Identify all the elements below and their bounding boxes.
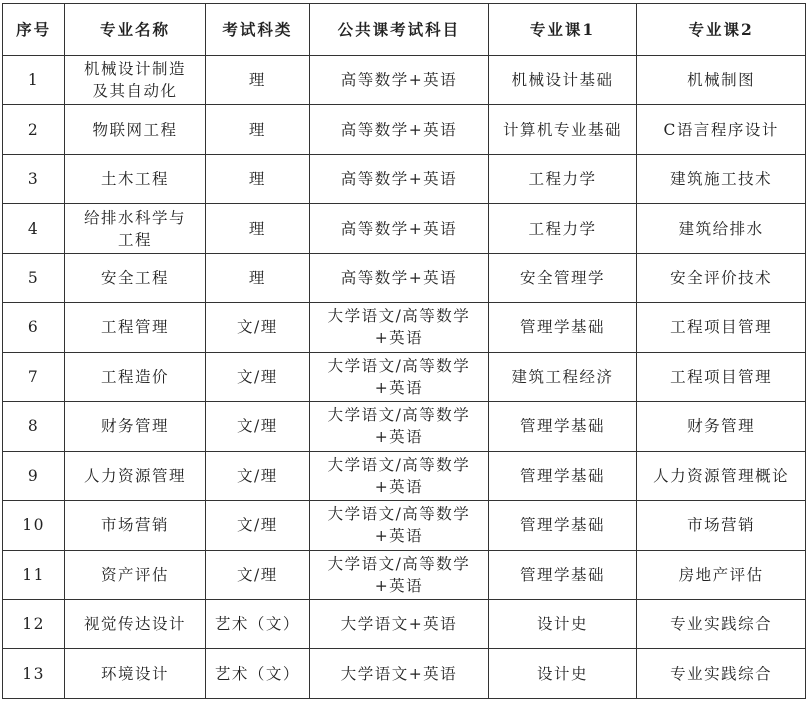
cell-major-course-1: 安全管理学 (488, 253, 637, 302)
cell-line: 土木工程 (100, 170, 169, 189)
cell-major-name (65, 56, 206, 105)
cell-lines (67, 267, 203, 289)
cell-major-name (65, 451, 206, 500)
table-row (3, 253, 806, 302)
cell-major-course-1: 设计史 (488, 649, 637, 699)
cell-line: 高等数学+英语 (340, 269, 458, 288)
cell-line: 物联网工程 (92, 120, 178, 139)
cell-exam-category: 文/理 (205, 303, 309, 352)
cell-lines (312, 305, 486, 349)
cell-line: 大学语文/高等数学 (327, 554, 471, 573)
cell-major-name (65, 105, 206, 154)
cell-lines (312, 454, 486, 498)
table-row (3, 154, 806, 203)
table-row (3, 56, 806, 105)
cell-major-course-1: 工程力学 (488, 204, 637, 253)
table-row (3, 599, 806, 648)
cell-major-name (65, 352, 206, 401)
cell-major-name (65, 154, 206, 203)
cell-public-subjects (310, 204, 489, 253)
cell-exam-category: 文/理 (205, 451, 309, 500)
cell-line: 安全工程 (100, 269, 169, 288)
cell-major-name (65, 253, 206, 302)
cell-lines (312, 503, 486, 547)
cell-lines (67, 316, 203, 338)
cell-line: 大学语文+英语 (340, 664, 458, 683)
cell-lines (67, 465, 203, 487)
table-row (3, 402, 806, 451)
cell-major-name (65, 501, 206, 550)
cell-line: +英语 (374, 477, 424, 496)
cell-exam-category: 理 (205, 253, 309, 302)
cell-major-course-2: 建筑给排水 (637, 204, 806, 253)
cell-line: 高等数学+英语 (340, 219, 458, 238)
table-row (3, 303, 806, 352)
table-header-row (3, 4, 806, 56)
cell-public-subjects (310, 253, 489, 302)
cell-lines (67, 207, 203, 251)
cell-major-course-1: 管理学基础 (488, 303, 637, 352)
cell-major-course-2: 建筑施工技术 (637, 154, 806, 203)
cell-major-course-2: 房地产评估 (637, 550, 806, 599)
cell-major-course-2: C语言程序设计 (637, 105, 806, 154)
cell-major-course-2: 市场营销 (637, 501, 806, 550)
header-major-name: 专业名称 (65, 4, 206, 56)
cell-public-subjects (310, 352, 489, 401)
cell-line: 大学语文/高等数学 (327, 455, 471, 474)
cell-major-name (65, 204, 206, 253)
cell-exam-category: 理 (205, 56, 309, 105)
cell-index: 2 (3, 105, 65, 154)
cell-exam-category: 文/理 (205, 352, 309, 401)
cell-major-course-2: 安全评价技术 (637, 253, 806, 302)
cell-index: 13 (3, 649, 65, 699)
cell-major-name (65, 649, 206, 699)
cell-index: 1 (3, 56, 65, 105)
cell-major-course-1: 工程力学 (488, 154, 637, 203)
cell-major-course-2: 专业实践综合 (637, 599, 806, 648)
cell-index: 10 (3, 501, 65, 550)
cell-exam-category: 文/理 (205, 550, 309, 599)
cell-lines (312, 553, 486, 597)
cell-line: 财务管理 (100, 417, 169, 436)
cell-major-course-1: 机械设计基础 (488, 56, 637, 105)
header-public-subjects: 公共课考试科目 (310, 4, 489, 56)
cell-line: 及其自动化 (92, 82, 178, 101)
cell-exam-category: 文/理 (205, 501, 309, 550)
cell-major-course-2: 工程项目管理 (637, 352, 806, 401)
cell-lines (312, 267, 486, 289)
cell-lines (312, 613, 486, 635)
cell-line: 大学语文/高等数学 (327, 307, 471, 326)
cell-major-course-2: 财务管理 (637, 402, 806, 451)
cell-major-course-1: 管理学基础 (488, 451, 637, 500)
cell-major-name (65, 303, 206, 352)
cell-lines (67, 514, 203, 536)
cell-public-subjects (310, 649, 489, 699)
table-row (3, 649, 806, 699)
cell-lines (67, 366, 203, 388)
cell-public-subjects (310, 599, 489, 648)
cell-line: +英语 (374, 378, 424, 397)
cell-major-course-2: 人力资源管理概论 (637, 451, 806, 500)
cell-lines (67, 415, 203, 437)
cell-major-name (65, 550, 206, 599)
cell-lines (67, 613, 203, 635)
cell-major-course-2: 专业实践综合 (637, 649, 806, 699)
header-index: 序号 (3, 4, 65, 56)
cell-public-subjects (310, 154, 489, 203)
cell-major-course-1: 管理学基础 (488, 402, 637, 451)
cell-index: 3 (3, 154, 65, 203)
cell-line: +英语 (374, 527, 424, 546)
cell-major-course-2: 机械制图 (637, 56, 806, 105)
cell-line: 大学语文/高等数学 (327, 406, 471, 425)
cell-line: 环境设计 (100, 664, 169, 683)
cell-major-name (65, 599, 206, 648)
cell-lines (67, 168, 203, 190)
table-row (3, 352, 806, 401)
cell-index: 6 (3, 303, 65, 352)
cell-lines (312, 404, 486, 448)
cell-public-subjects (310, 550, 489, 599)
cell-line: 高等数学+英语 (340, 120, 458, 139)
cell-line: 工程管理 (100, 318, 169, 337)
cell-index: 9 (3, 451, 65, 500)
cell-line: 大学语文+英语 (340, 615, 458, 634)
cell-line: 资产评估 (100, 565, 169, 584)
cell-public-subjects (310, 501, 489, 550)
table-row (3, 550, 806, 599)
cell-exam-category: 理 (205, 204, 309, 253)
cell-line: +英语 (374, 329, 424, 348)
cell-major-course-1: 建筑工程经济 (488, 352, 637, 401)
header-major-course-2: 专业课2 (637, 4, 806, 56)
cell-lines (67, 119, 203, 141)
cell-lines (67, 564, 203, 586)
cell-line: 高等数学+英语 (340, 71, 458, 90)
cell-exam-category: 理 (205, 105, 309, 154)
cell-lines (312, 663, 486, 685)
table-row (3, 451, 806, 500)
cell-major-course-1: 设计史 (488, 599, 637, 648)
header-exam-category: 考试科类 (205, 4, 309, 56)
cell-lines (312, 218, 486, 240)
cell-public-subjects (310, 105, 489, 154)
header-major-course-1: 专业课1 (488, 4, 637, 56)
cell-lines (312, 355, 486, 399)
cell-line: 人力资源管理 (83, 466, 186, 485)
cell-line: 大学语文/高等数学 (327, 505, 471, 524)
cell-line: +英语 (374, 428, 424, 447)
cell-major-course-1: 计算机专业基础 (488, 105, 637, 154)
cell-lines (312, 69, 486, 91)
cell-line: 工程造价 (100, 367, 169, 386)
cell-line: 市场营销 (100, 516, 169, 535)
cell-major-course-1: 管理学基础 (488, 550, 637, 599)
table-row (3, 204, 806, 253)
cell-public-subjects (310, 451, 489, 500)
cell-lines (67, 58, 203, 102)
cell-public-subjects (310, 402, 489, 451)
cell-line: 工程 (117, 230, 152, 249)
cell-index: 7 (3, 352, 65, 401)
cell-line: 高等数学+英语 (340, 170, 458, 189)
cell-line: +英语 (374, 576, 424, 595)
cell-line: 视觉传达设计 (83, 615, 186, 634)
cell-major-course-1: 管理学基础 (488, 501, 637, 550)
cell-public-subjects (310, 56, 489, 105)
cell-lines (312, 168, 486, 190)
cell-index: 12 (3, 599, 65, 648)
cell-index: 5 (3, 253, 65, 302)
cell-major-course-2: 工程项目管理 (637, 303, 806, 352)
exam-subjects-table (2, 3, 806, 699)
cell-line: 给排水科学与 (83, 208, 186, 227)
cell-major-name (65, 402, 206, 451)
cell-public-subjects (310, 303, 489, 352)
cell-exam-category: 艺术（文） (205, 599, 309, 648)
table-row (3, 105, 806, 154)
cell-lines (67, 663, 203, 685)
cell-index: 4 (3, 204, 65, 253)
cell-exam-category: 理 (205, 154, 309, 203)
cell-exam-category: 文/理 (205, 402, 309, 451)
cell-exam-category: 艺术（文） (205, 649, 309, 699)
cell-index: 8 (3, 402, 65, 451)
cell-lines (312, 119, 486, 141)
cell-line: 大学语文/高等数学 (327, 356, 471, 375)
cell-index: 11 (3, 550, 65, 599)
cell-line: 机械设计制造 (83, 60, 186, 79)
table-row (3, 501, 806, 550)
